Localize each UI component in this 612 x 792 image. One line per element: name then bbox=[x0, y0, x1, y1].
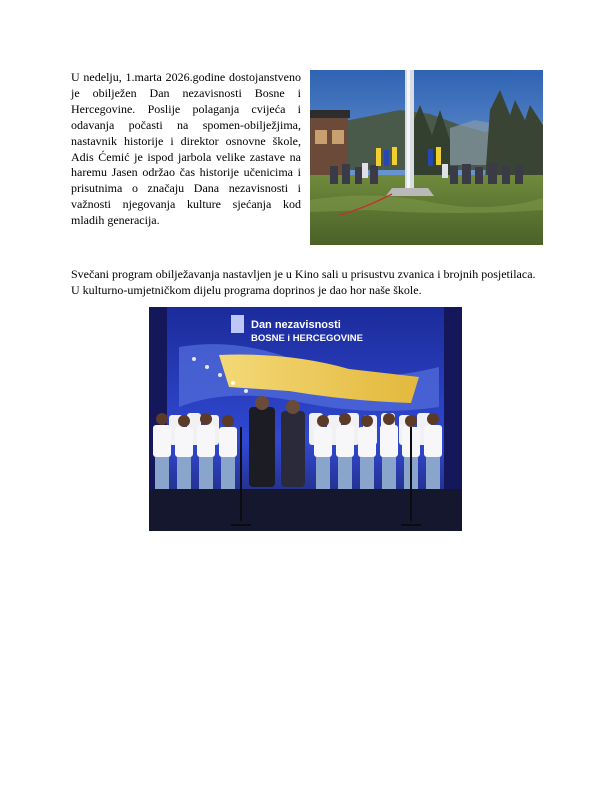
article-paragraph-1: U nedelju, 1.marta 2026.godine dostojanstveno je obilježen Dan nezavisnosti Bosne i Hercegovine. Poslije polaganja cvijeća i odavanja počasti na spomen-obilježjima, nastavnik historije i direktor osnovne škole, Adis Ćemić je ispod jarbola velike zastave na haremu Jasen održao čas historije učenicima i prisutnima o značaju Dana nezavisnosti i važnosti njegovanja kulture sjećanja kod mladih generacija. bbox=[71, 70, 301, 228]
flagpole-ceremony-photo bbox=[310, 70, 543, 245]
article-paragraph-2 bbox=[71, 267, 551, 299]
banner-title-line-2: BOSNE i HERCEGOVINE bbox=[251, 333, 363, 344]
banner-title-line-1: Dan nezavisnosti bbox=[251, 319, 341, 331]
school-choir-stage-photo bbox=[149, 307, 462, 531]
article-paragraph-2-line-1: Svečani program obilježavanja nastavljen je u Kino sali u prisustvu zvanica i brojnih posjetilaca. bbox=[71, 267, 536, 281]
article-paragraph-2-line-2: U kulturno-umjetničkom dijelu programa doprinos je dao hor naše škole. bbox=[71, 282, 422, 297]
